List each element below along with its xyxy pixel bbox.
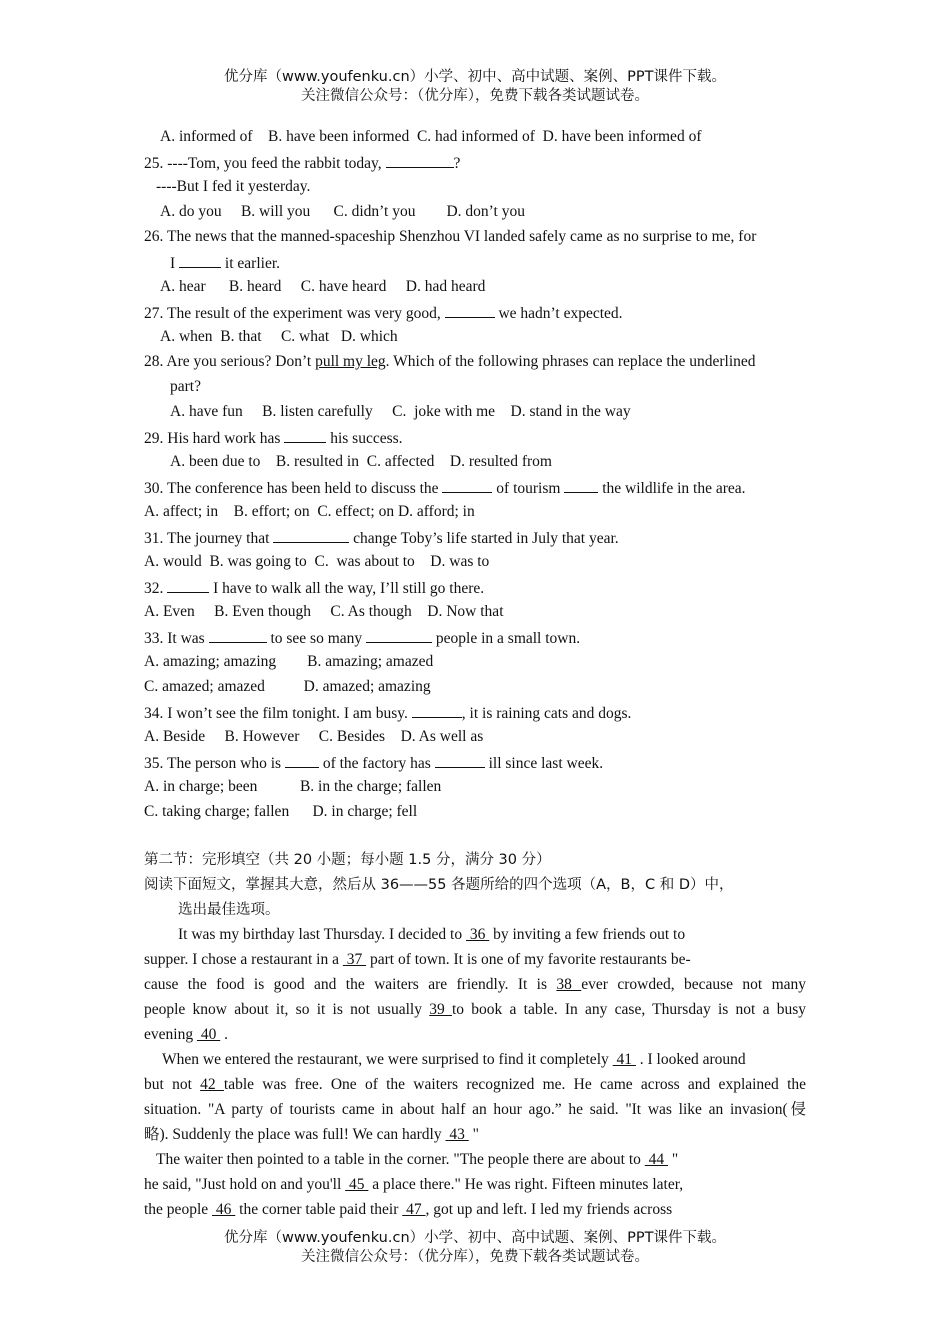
blank-38: 38: [556, 976, 582, 993]
underlined-phrase: pull my leg: [315, 353, 386, 370]
q31-stem: 31. The journey that change Toby’s life started in July that year.: [144, 527, 619, 549]
q33-options-2: C. amazed; amazed D. amazed; amazing: [144, 678, 431, 695]
q29-stem: 29. His hard work has his success.: [144, 427, 403, 449]
q35-options-1: A. in charge; been B. in the charge; fallen: [144, 778, 442, 795]
q26-stem: 26. The news that the manned-spaceship Shenzhou VI landed safely came as no surprise to me, for: [144, 228, 757, 245]
page-footer: [0, 1229, 950, 1267]
passage-line-11: he said, "Just hold on and you'll 45 a place there." He was right. Fifteen minutes later,: [144, 1176, 684, 1193]
header-line-2: 关注微信公众号：（优分库），免费下载各类试题试卷。: [301, 88, 649, 104]
footer-line-1: 优分库（www.youfenku.cn）小学、初中、高中试题、案例、PPT课件下载。: [224, 1230, 726, 1246]
q25-options: A. do you B. will you C. didn’t you D. don’t you: [160, 203, 525, 220]
passage-line-4: people know about it, so it is not usually 39 to book a table. In any case, Thursday is not a busy: [144, 1001, 807, 1018]
q30-stem: 30. The conference has been held to discuss the of tourism the wildlife in the area.: [144, 477, 746, 499]
q33-options-1: A. amazing; amazing B. amazing; amazed: [144, 653, 434, 670]
q32-options: A. Even B. Even though C. As though D. Now that: [144, 603, 504, 620]
q34-options: A. Beside B. However C. Besides D. As well as: [144, 728, 484, 745]
q34-stem: 34. I won’t see the film tonight. I am busy. , it is raining cats and dogs.: [144, 702, 631, 724]
blank-37: 37: [342, 951, 367, 968]
passage-line-9: 略). Suddenly the place was full! We can hardly 43 ": [144, 1126, 479, 1143]
section2-title: 第二节：完形填空（共 20 小题；每小题 1.5 分，满分 30 分）: [144, 852, 551, 868]
passage-line-6: When we entered the restaurant, we were surprised to find it completely 41 . I looked around: [162, 1051, 746, 1068]
q25-stem: 25. ----Tom, you feed the rabbit today, ?: [144, 152, 460, 174]
header-line-1: 优分库（www.youfenku.cn）小学、初中、高中试题、案例、PPT课件下载。: [224, 69, 726, 85]
q35-stem: 35. The person who is of the factory has ill since last week.: [144, 752, 603, 774]
passage-line-3: cause the food is good and the waiters are friendly. It is 38 ever crowded, because not many: [144, 976, 806, 993]
blank-36: 36: [465, 926, 490, 943]
passage-line-8: situation. "A party of tourists came in about half an hour ago.” he said. "It was like an invasion(侵: [144, 1101, 806, 1118]
q28-options: A. have fun B. listen carefully C. joke with me D. stand in the way: [170, 403, 631, 420]
passage-line-5: evening 40 .: [144, 1026, 228, 1043]
blank-46: 46: [212, 1201, 236, 1218]
blank-42: 42: [200, 1076, 224, 1093]
passage-line-7: but not 42 table was free. One of the waiters recognized me. He came across and explained the: [144, 1076, 807, 1093]
q31-options: A. would B. was going to C. was about to D. was to: [144, 553, 490, 570]
q27-options: A. when B. that C. what D. which: [160, 328, 398, 345]
page-header: [0, 68, 950, 106]
q33-stem: 33. It was to see so many people in a small town.: [144, 627, 580, 649]
blank-41: 41: [612, 1051, 636, 1068]
blank-40: 40: [196, 1026, 221, 1043]
q28-stem: 28. Are you serious? Don’t pull my leg. Which of the following phrases can replace the underlined: [144, 353, 756, 370]
passage-line-2: supper. I chose a restaurant in a 37 part of town. It is one of my favorite restaurants be-: [144, 951, 691, 968]
blank-44: 44: [644, 1151, 669, 1168]
passage-line-12: the people 46 the corner table paid their 47 , got up and left. I led my friends across: [144, 1201, 673, 1218]
q35-options-2: C. taking charge; fallen D. in charge; fell: [144, 803, 418, 820]
passage-line-1: It was my birthday last Thursday. I decided to 36 by inviting a few friends out to: [178, 926, 686, 943]
blank-43: 43: [445, 1126, 469, 1143]
q30-options: A. affect; in B. effort; on C. effect; on D. afford; in: [144, 503, 475, 520]
blank-39: 39: [429, 1001, 452, 1018]
footer-line-2: 关注微信公众号：（优分库），免费下载各类试题试卷。: [301, 1249, 649, 1265]
section2-instructions-cont: 选出最佳选项。: [178, 902, 280, 918]
blank-47: 47: [402, 1201, 426, 1218]
q24-options: A. informed of B. have been informed C. had informed of D. have been informed of: [160, 128, 702, 145]
q32-stem: 32. I have to walk all the way, I’ll still go there.: [144, 577, 484, 599]
q27-stem: 27. The result of the experiment was very good, we hadn’t expected.: [144, 302, 623, 324]
blank-45: 45: [345, 1176, 369, 1193]
passage-line-10: The waiter then pointed to a table in the corner. "The people there are about to 44 ": [156, 1151, 679, 1168]
q29-options: A. been due to B. resulted in C. affected D. resulted from: [170, 453, 552, 470]
section2-instructions: 阅读下面短文，掌握其大意，然后从 36——55 各题所给的四个选项（A，B，C 和 D）中，: [144, 877, 734, 893]
q28-stem-cont: part?: [170, 378, 201, 395]
q26-options: A. hear B. heard C. have heard D. had heard: [160, 278, 486, 295]
q26-stem-cont: I it earlier.: [170, 252, 280, 274]
q25-reply: ----But I fed it yesterday.: [156, 178, 311, 195]
